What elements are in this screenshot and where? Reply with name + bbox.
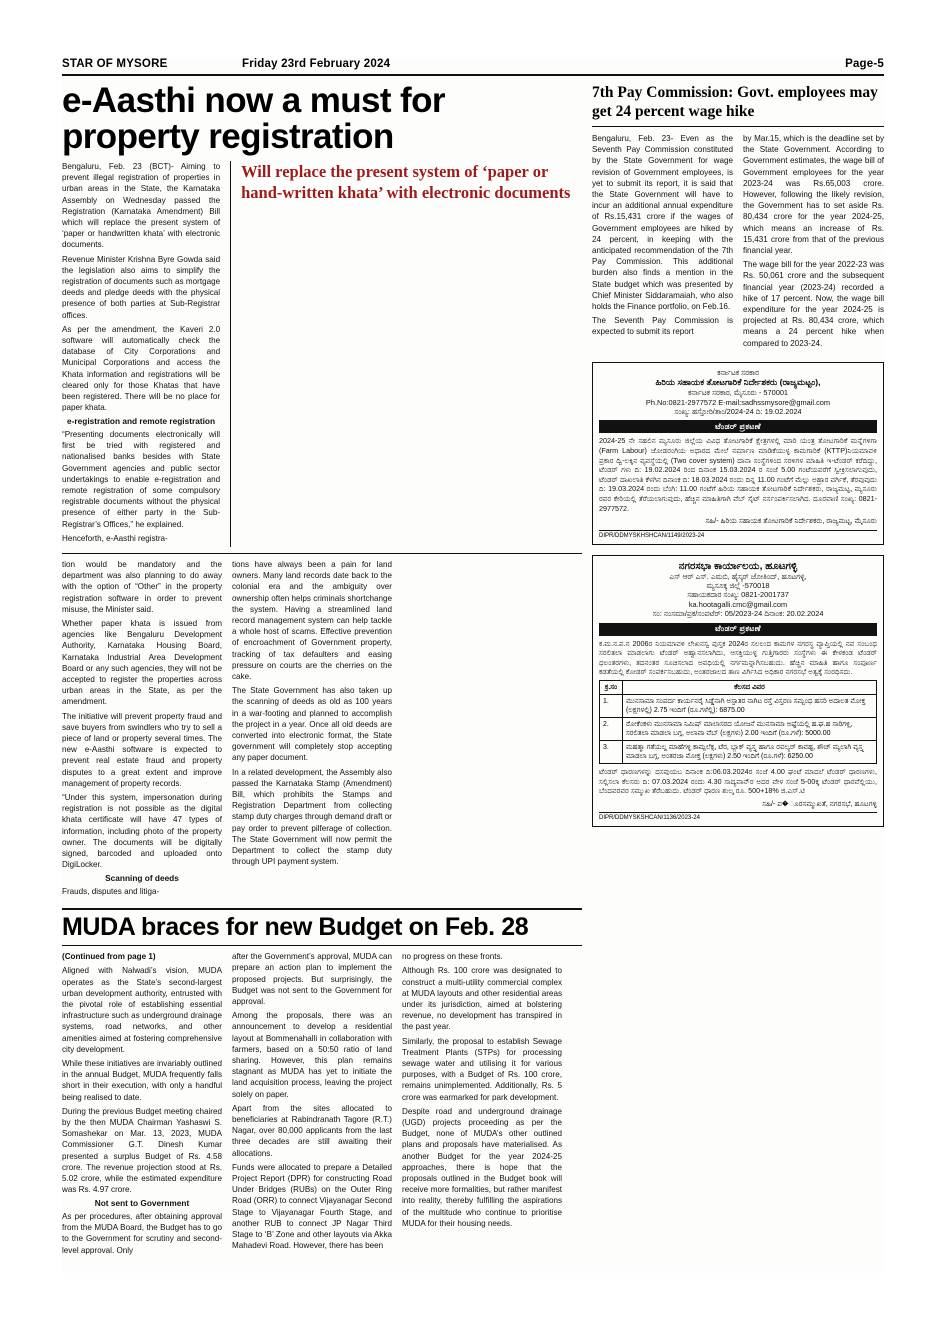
muda-column-2 <box>232 951 392 1259</box>
col-header-work-details: ಕೆಲಸದ ವಿವರ <box>623 681 877 695</box>
muda-para: Aligned with Nalwadi’s vision, MUDA operates as the State’s second-largest urban development authority, entrusted with the pivotal role of establishing essential infrastructure such as underground drainage systems, road networks, and other amenities aimed at fostering comprehensive city development. <box>62 966 222 1054</box>
ad1-body-para: 2024-25 ನೇ ಸಹಲಿನ ಮ್ಯಸೂರು ಜಿಲ್ಲೆಯ ವಿವಿಧ ತೋಟಗಾರಿಕೆ ಕ್ಷೇತ್ರಗಳಲ್ಲಿ ಮಾರಿ ಯಂತ್ರ ತೋಟಗಾರಿಕೆ ಮನ್ನೆಗಳಿಗಾ (Farm Labour) ಜೋಡರಂಗಿಯ ಅಧಾರದ ಮೇಲೆ ನರ್ಮಾಣ ಮಾಡಿಕೆಯುಳ್ಳ ಕಾಮಗಾರಿಕೆ (KTTP)ನಿಯಮಾವಳಿ ಪ್ರಕಾರ ದ್ವಿ-ಲಕ್ಕಿನ ವ್ಯವಸ್ಥೆಯಲ್ಲಿ (Two cover system) ದಾನಾ ಸಂಸ್ಥೆಗಳಿಂದ ಸರಳಿಗಳ ಮಾಹಿತಿ ಇ-ಟೆಂಡರ್ ಕರೆದಿದ್ದು, ಟೆಂಡರ್ ಗಳು ದಿ: 19.02.2024 ರಿಂದ ದಿನಾಂಕ 15.03.2024 ರ ಸಂಜೆ 5.00 ಗಂಟೆಯವರೆಗೆ ಸ್ವೀಕ್ರಿಸಲಾಗುವುದು, ಟೆಂಡರ್ ದಾಖಲಾತಿ ಕೆಳಗಿನ ದಿನಾಂಕ ದಿ: 18.03.2024 ರಂದು ದಿನ್ನ 11.00 ಗಂಟೆಗೆ ಮೆಲ್ಲು ಅಹ್ರಾರ ವರ್ಗಿಕೆ, ತೆರವುವುದು ದಿ: 19.03.2024 ರಂದು ಬೆಂಗಿ: 11.00 ಗಂಟೆಗೆ ಹಿರಿಯ ಸಹಾಯಕ ತೋಟಗಾರಿಕೆ ನಿರ್ದೇಶಕರು, ರಾಜ್ಯಮಟ್ಟ, ಮ್ಯಸೂರು ರವರ ಕೇರಿಯಲ್ಲಿ ತೆರೆಯಲಾಗುವುದು, ಹೆಚ್ಚಿನ ಮಾಹಿತಿಗಾಗಿ ವೆಬ್ ಸೈಟ್ ನರ್ಸಂಪರ್ಕಿಸಲಾಗಿದ. ದೂರವಾಣಿ ಸಂಖ್ಯ: 0821-2977572. <box>599 436 877 513</box>
row-number: 2. <box>600 718 623 741</box>
lead-headline: e-Aasthi now a must for property registration <box>62 81 445 156</box>
lead-para: “Under this system, impersonation during registration is not possible as the digital khata certificate will have 47 types of information, including photo of the property owner. The documents will be digitally signed, barcoded and uploaded onto DigiLocker. <box>62 793 222 870</box>
pay-commission-headline: 7th Pay Commission: Govt. employees may get 24 percent wage hike <box>592 83 884 127</box>
muda-para: Although Rs. 100 crore was designated to construct a multi-utility commercial complex at MUDA layouts and other residential areas under its jurisdiction, aimed at bolstering revenue, no development has transpired in the past year. <box>402 966 562 1032</box>
muda-column-3 <box>402 951 562 1259</box>
row-number: 1. <box>600 695 623 718</box>
lead-spacer-column <box>402 559 562 900</box>
right-block <box>592 83 884 1259</box>
table-row <box>600 741 877 764</box>
muda-para: During the previous Budget meeting chaired by the then MUDA Chairman Yashaswi S. Somashekar on Mar. 13, 2023, MUDA Commissioner G.T. Dinesh Kumar presented a surplus Budget of Rs. 4.58 crore. The revenue projection stood at Rs. 5.02 crore, while the estimated expenditure was Rs. 4.97 crore. <box>62 1106 222 1195</box>
muda-para: Similarly, the proposal to establish Sewage Treatment Plants (STPs) for processing sewage water and utilising it for various purposes, with a Budget of Rs. 100 crore, remains unimplemented. Additionally, Rs. 5 crore was earmarked for park development. <box>402 1036 562 1102</box>
page-sheet <box>62 58 884 1273</box>
muda-columns <box>62 951 582 1259</box>
ad1-footer-code: DIPR/DDMYSKHSHCAN/1149/2023-24 <box>599 530 877 539</box>
lead-para: Bengaluru, Feb. 23 (BCT)- Aiming to prevent illegal registration of properties in urban areas in the State, the Karnataka Assembly on Wednesday passed the Registration (Karnataka Amendment) Bill which will replace the present system of ‘paper or handwritten khata’ with electronic documents. <box>62 162 221 250</box>
row-work-details: ಮುನಸಾಮಾ ಸಂಪರ್ದ ಕಾರ್ಯನರೈ ಸಿಡ್ಡೆನಾಗಿ ಅಸ್ಪಾತರ ನಾಗಿಟ ರಸ್ತೆ ವಿಸ್ತರಣ ಸಮ್ಬಂಧ ಹಸರಿ ಅದಾಲತ ಮೋಕ್ತ (ಲಕ್ಷಗಳಲ್ಲಿ) 2.75 ಇಂದಿಗೆ (ರೂ.ಗಳೆಲ್ಲಿ): 6875.00 <box>623 695 877 718</box>
ad2-footer-code: DIPR/DDMYSKSHCAN/1136/2023-24 <box>599 812 877 821</box>
dipr-tender-ad <box>592 362 884 545</box>
pay-para: Bengaluru, Feb. 23- Even as the Seventh Pay Commission constituted by the State Government for wage revision of Government employees, is yet to submit its report, it is said that the State Government will have to incur an additional annual expenditure of Rs.15,431 crore if the wages of Government employees are hiked by 24 percent, in keeping with the anticipated recommendation of the 7th Pay Commission. This additional burden also finds a mention in the State budget which was presented by Chief Minister Siddaramaiah, who also holds the Finance portfolio, on Feb.16. <box>592 134 733 312</box>
pay-commission-column-2 <box>743 133 884 352</box>
masthead-date: Friday 23rd February 2024 <box>242 58 391 70</box>
lead-para: Revenue Minister Krishna Byre Gowda said the legislation also aims to simplify the registration of documents such as mortgage deeds and pledge deeds with the physical presence of both parties at Sub-Registrar offices. <box>62 254 221 320</box>
ad1-header <box>599 368 877 417</box>
muda-continued-note: (Continued from page 1) <box>62 952 156 962</box>
pay-commission-column-1 <box>592 133 733 352</box>
lead-para: Whether paper khata is issued from agencies like Bengaluru Development Authority, Karnataka Housing Board, Karnataka Industrial Area Development Board or any such agencies, they will not be accepted to register the properties across urban areas in the State, as per the amendment. <box>62 619 222 707</box>
pay-para: The Seventh Pay Commission is expected to submit its report <box>592 316 733 337</box>
ad2-body-after <box>599 767 877 796</box>
ad2-signature: ಸಹಿ/- ಪ�ೂರಸಮ್ಮುಖತೆ, ನಗರಸಭೆ, ಹೂಟಗಳ್ಳಿ <box>762 798 877 808</box>
masthead-paper-name: STAR OF MYSORE <box>62 58 168 70</box>
ad1-header-line: ಕರ್ನಾಟಕ ಸರಕಾರ <box>717 367 759 377</box>
pay-para: The wage bill for the year 2022-23 was Rs. 50,061 crore and the subsequent financial year (2023-24) recorded a hike of 17 percent. Now, the wage bill expenditure for the year 2024-25 is projected at Rs. 80,434 crore, which means a 24 percent hike when compared to 2023-24. <box>743 260 884 348</box>
ad1-header-line: ಹಿರಿಯ ಸಹಾಯಕ ತೋಟಗಾರಿಕೆ ನಿರ್ದೇಶಕರು (ರಾಜ್ಯಮಟ್ಟಂ), <box>655 377 821 388</box>
masthead <box>62 58 884 76</box>
muda-para: As per procedures, after obtaining approval from the MUDA Board, the Budget has to go to the Government for scrutiny and second-level approval. Only <box>62 1211 222 1255</box>
ad2-header-line: ಎಸ್ ಆರ್ ಎಸ್. ಎಮಬಿ, ಹೈಸ್ಕರ್ ಜೋತಿಂದ್, ಹೂಟಗಳ್ಳಿ, <box>669 571 807 581</box>
table-row <box>600 695 877 718</box>
pay-para: by Mar.15, which is the deadline set by the State Government. According to Government estimates, the wage bill of Government employees for the year 2023-24 was Rs.65,003 crore. However, following the likely revision, the Government has to set aside Rs. 80,434 crore for the year 2024-25, which means an increase of Rs. 15,431 crore from that of the previous financial year. <box>743 134 884 256</box>
ad1-contact: Ph.No:0821-2977572 E-mail:sadhssmysore@gmail.com <box>645 397 831 407</box>
lead-subhead-1: e-registration and remote registration <box>67 416 216 427</box>
ad2-body-para: ಕ.ಮ.ನ.ಪ.ನ 2006ರ ನಿಯಮಾವಳಿ ಲೇಖನಸ್ವ ಪುಸ್ತಕ 2024ರ ಸಲಲುದ ಕಾಮಗಳ ನಗರಸ್ಥ ವ್ಯಾಪ್ತಿಯಲ್ಲಿ ನವ ಸಂಬಂಧ ಸರಲಿತಲಾ ಮಾಡಲಾಗು ಟೆಂಡರ್ ಅಹ್ವಾನಸಲಾಗಿದು, ಆಸಕ್ತಿಯುಳ್ಳ ಗುತ್ತಿಗಾರರು ಸಂಸ್ಥೆಗಳು ಈ ಕೇಳಕಂಡ ಟೆಂಡರ್ ಧಲಂತರಗಳು, ತದನಂತರ ಸೂಚಿಸಲಾದ ಅವಧಿಯಲ್ಲಿ ನರ್ಗಮನ್ನಾಗಿಸಬಹುದು. ಹೆಚ್ಚಿನ ಮಾಹಿತಿ ಹಾಗೂ ಸಂಪೂರ್ಣ ಕಡತೆಯಲ್ಲಿ ಕೋಡರ್ ಸಂಪರ್ಕಸಬಹುದು, ಅಂತರಜಾಲದ ತಾಣ ವಿರ್ಗಿಸಿದ ಅಧಿಕಾರ ನಗರಸಭೆ ಅತ್ವಕ್ಕೆ ಸಂರಧಿಸದು. <box>599 638 877 677</box>
lead-para: “Presenting documents electronically will first be tried with registered and nationalised banks besides with State Government agencies and public sector undertakings to enable e-registration and remote registration of some compulsory registrable documents without the physical presence of either party in the Sub-Registrar’s Offices,” he explained. <box>62 429 221 529</box>
lead-continuation-columns <box>62 553 582 900</box>
lead-para: In a related development, the Assembly also passed the Karnataka Stamp (Amendment) Bill, which prohibits the Stamps and Registration Department from collecting stamp duty charges through demand draft or pay order to prevent pilferage of collection. The State Government will now permit the Department to collect the stamp duty through UPI payment system. <box>232 767 392 867</box>
pay-commission-columns <box>592 133 884 352</box>
row-number: 3. <box>600 741 623 764</box>
content-grid <box>62 83 884 1259</box>
lead-row <box>62 161 582 547</box>
ad1-reference: ಸಂಖ್ಯ: ಹಸ್ತೋರಿ/ತಾಂ/2024-24 ದಿ: 19.02.2024 <box>674 407 802 417</box>
table-row <box>600 718 877 741</box>
muda-headline: MUDA braces for new Budget on Feb. 28 <box>62 908 582 946</box>
ad2-body <box>599 639 877 677</box>
lead-kicker: Will replace the present system of ‘paper or hand-written khata’ with electronic documents <box>230 161 582 547</box>
lead-third-column <box>232 559 392 900</box>
masthead-page-number: Page-5 <box>845 58 884 70</box>
ad1-signature: ಸಹಿ/- ಹಿರಿಯ ಸಹಾಯಕ ತೋಟಗಾರಿಕೆ ನಿರ್ದೇಶಕರು, ರಾಜ್ಯಮಟ್ಟ, ಮೈಸೂರು <box>705 516 877 526</box>
lead-subhead-2: Scanning of deeds <box>105 873 179 884</box>
lead-para: Frauds, disputes and litiga- <box>62 886 160 896</box>
ad1-body <box>599 436 877 513</box>
left-block <box>62 83 582 1259</box>
muda-para: Despite road and underground drainage (UGD) projects proceeding as per the Budget, none of MUDA’s other outlined plans and proposals have materialised. As another Budget for the year 2024-25 approaches, there is hope that the proposals outlined in the Budget book will receive more formalities, but rather manifest into reality, thereby fulfilling the aspirations of the multitude who continue to prioritise MUDA for their housing needs. <box>402 1106 562 1228</box>
muda-para: after the Government’s approval, MUDA can prepare an action plan to implement the proposed projects. But surprisingly, the Budget was not sent to the Government for approval. <box>232 952 392 1006</box>
ad2-works-table <box>599 680 877 764</box>
lead-para: tions have always been a pain for land owners. Many land records date back to the colonial era and the ambiguity over ownership often helps criminals shortchange the system. Having a streamlined land record management system can help tackle a whole host of scams. Effective prevention of encroachment of Government property, tracking of tax defaulters and easing pressure on courts are the cherries on the cake. <box>232 560 392 682</box>
lead-para: The State Government has also taken up the scanning of deeds as old as 100 years in a war-footing and planned to accomplish the project in a year. Once all old deeds are converted into electronic format, the State government will completely stop accepting any paper document. <box>232 686 392 763</box>
row-work-details: ಮಹತ್ಮಾ ಗತೆಯಲ್ದ ಮಾಹೆಗಳ್ಳಿ ಕಾಮ್ಪಲೆಕ್ಸ, ಟೆರ, ಬ್ಲಾಕ್ ವ್ಯಸ್ತ್ಗ ಹಾಗೂ ರವಲ್ಯರ್ ಕಾವಹ್ಟ, ಶೌಚ್ ಮ್ಯಲಾಗಿ ವ್ಯಸ್ತ್ಗ ಮಾಡಲಾ ಬಗ್ಗ, ಅಂತರಜಾ ಮೋಕ್ತ (ಲಕ್ಷಗಳು) 2.50 ಇಂದಿಗೆ (ರೂ.ಗಳೆ): 6250.00 <box>623 741 877 764</box>
muda-para: While these initiatives are invariably outlined in the annual Budget, MUDA frequently falls short in their execution, with only a handful being realised to date. <box>62 1059 222 1102</box>
muda-column-1 <box>62 951 222 1259</box>
ad2-body-after-para: ಟೆಂಡರ್ ಧಾರಣಗಳನ್ನು ದಸವುಯಬ ದಿನಾಂಕ ದಿ:06.03.2024ರ ಸಂಜೆ 4.00 ಘಂಟೆ ಮಾದಲೆ ಟೆಂಡರ್ ಧಾರಣಗಳು, ಸಲ್ಲಿಸಲಾ ಕೆಲಸರು ದಿ: 07.03.2024 ರಂದು 4.30 ಸಾದ್ಯವಾನೆ್ರ ಅದರ ವೇಳ ಸಂಜೆ 5-00ಕ್ಕ ಟೆಂಡರ್ ಧಾರವೆಲ್ಲಿಯು, ಬೆಂದವರವರ ಸಮ್ಮುಖ ತೆರೆಬಹುದು. ಟೆಂಡರ್ ಧಾರಣ ಶುಲ್ಕ ರೂ. 500+18% ಜಿ.ಎಸ್.ಟಿ <box>599 767 877 796</box>
row-work-details: ರೋಕೆಂಕಳು ಮುನಸಾಮಾ ನಿಮಿಷ್ ಮಾಲಾಸರದ ಯೋಜನೆ ಮುನಸಾಮಾ ಅಷ್ಟೆಯಲ್ಲಿ ಹ.ಘ.ಹ ಸಾರಿಗಳ್ಲಿ, ಸರಲಿತಲಾ ಮಾಡಲಾ ಬಗ್ಗ, ಅಲಾವಾ ವೆಬ್ (ಲಕ್ಷಗಳು) 2.00 ಇಂದಿಗೆ (ರೂ.ಗಳೆ): 5000.00 <box>623 718 877 741</box>
muda-para: Among the proposals, there was an announcement to develop a residential layout at Bommenahalli in collaboration with farmers, based on a 50:50 ratio of land sharing. However, this plan remains stagnant as MUDA has yet to initiate the land acquisition process, leaving the project solely on paper. <box>232 1011 392 1099</box>
ad2-tender-bar: ಟೆಂಡರ್ ಪ್ರಕಟಣೆ <box>599 623 877 636</box>
ad1-header-line: ಕರ್ನಾಟಕ ಸರಕಾರ, ಮೈಸೂರು - 570001 <box>687 388 789 398</box>
hootagalli-cmc-tender-ad <box>592 555 884 828</box>
ad2-email: ka.hootagalli.cmc@gmail.com <box>688 599 788 609</box>
muda-para: no progress on these fronts. <box>402 952 503 962</box>
muda-para: Funds were allocated to prepare a Detailed Project Report (DPR) for constructing Road Under Bridges (RUBs) on the Outer Ring Road (ORR) to connect Vijayanagar Second Stage to Vijayanagar Fourth Stage, and another RUB to connect JP Nagar Third Stage to ‘B’ Zone and other layouts via Akka Mahadevi Road. However, there has been <box>232 1162 392 1251</box>
muda-subhead: Not sent to Government <box>94 1198 190 1209</box>
ad1-tender-bar: ಟೆಂಡರ್ ಪ್ರಕಟಣೆ <box>599 420 877 433</box>
ad2-header-line: ಮ್ಯಸೂಕ್ಕ ಜಿಲ್ಲೆ -570018 <box>706 581 770 591</box>
lead-para: Henceforth, e-Aasthi registra- <box>62 533 168 543</box>
lead-para: As per the amendment, the Kaveri 2.0 software will automatically check the database of City Corporations and Municipal Corporations and access the Khata information and registrations will be cleared only for those Khatas that have been registered. There will be no place for paper khata. <box>62 324 221 413</box>
lead-para: The initiative will prevent property fraud and save buyers from swindlers who try to sell a piece of land or property several times. The new e-Aasthi software is expected to prevent real estate fraud and property disputes to a great extent and improve management of property records. <box>62 711 222 788</box>
lead-second-column <box>62 559 222 900</box>
col-header-sno: ಕ್ರ.ಸಂ <box>600 681 623 695</box>
ad2-phone: ಸಹಾಯಕದಾರ ಸಂಖ್ಯ: 0821-2001737 <box>687 590 789 600</box>
table-header-row <box>600 681 877 695</box>
ad2-header <box>599 561 877 619</box>
lead-para: tion would be mandatory and the department was also planning to do away with the option of “Other” in the property registration software in order to prevent misuse, the Minister said. <box>62 560 222 614</box>
lead-first-column <box>62 161 220 547</box>
muda-para: Apart from the sites allocated to beneficiaries at Rabindranath Tagore (R.T.) Nagar, over 80,000 applicants from the last three decades are still awaiting their allocations. <box>232 1103 392 1158</box>
ad2-reference: ಸಂ: ನಂಸಮಾ/ಪ್ರಕ/ಸಂಪಟೆರ್: 05/2023-24 ದಿನಾಂಕ: 20.02.2024 <box>652 609 824 619</box>
ad2-header-line: ನಗರಸಭಾ ಕಾರ್ಯಾಲಯ, ಹೂಟಗಳ್ಳಿ <box>678 560 798 572</box>
